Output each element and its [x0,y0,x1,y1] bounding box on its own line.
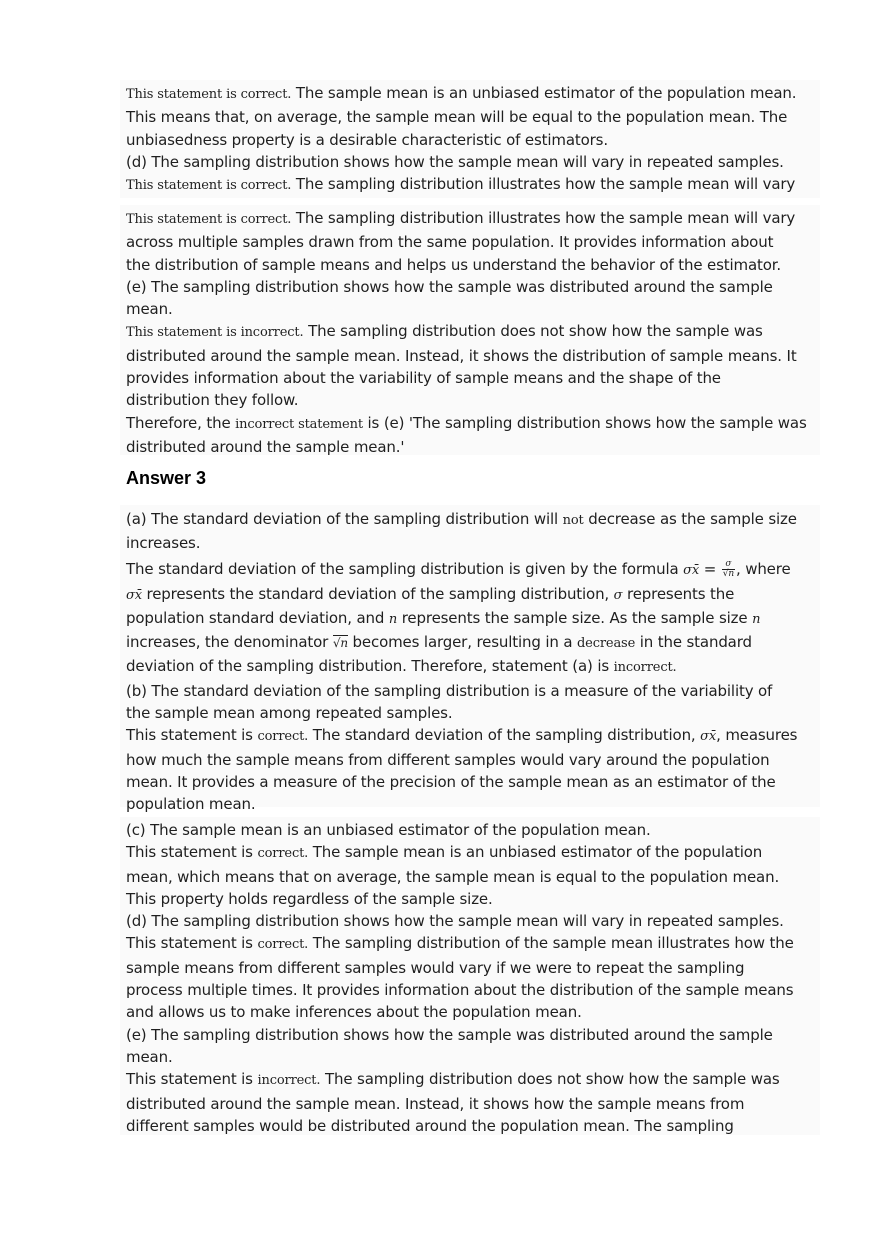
text-line: Therefore, the incorrect statement is (e) 'The sampling distribution shows how the sample was [126,413,807,432]
text-line: increases, the denominator √n becomes larger, resulting in a decrease in the standard [126,633,752,652]
text-line: (a) The standard deviation of the sampling distribution will not decrease as the sample size [126,510,797,528]
text-line: distribution they follow. [126,391,299,410]
text-line: (d) The sampling distribution shows how the sample mean will vary in repeated samples. [126,912,784,931]
text-line: This statement is correct. The sample mean is an unbiased estimator of the population mean. [126,84,797,102]
text-line: mean. [126,1047,173,1066]
text-line: mean, which means that on average, the sample mean is equal to the population mean. [126,867,780,886]
text-line: The standard deviation of the sampling distribution is given by the formula σx̄ = $\frac{\sigma}{√n}$ , where [126,558,791,579]
text-line: distributed around the sample mean.' [126,437,405,456]
text-line: This statement is incorrect. The sampling distribution does not show how the sample was [126,1070,780,1089]
text-line: This property holds regardless of the sample size. [126,889,493,908]
formula-fraction: $\frac{\sigma}{√n}$ [722,558,734,579]
text-line: This means that, on average, the sample mean will be equal to the population mean. The [126,108,788,127]
text-line: (c) The sample mean is an unbiased estimator of the population mean. [126,821,651,839]
paragraph-block-1 [126,82,816,197]
text-line: This statement is correct. The sampling distribution illustrates how the sample mean will vary [126,175,796,194]
text-line: mean. [126,300,173,319]
text-line: This statement is incorrect. The sampling distribution does not show how the sample was [126,322,763,341]
text-line: provides information about the variability of sample means and the shape of the [126,369,721,388]
text-line: and allows us to make inferences about the population mean. [126,1003,582,1022]
text-line: population standard deviation, and n represents the sample size. As the sample size n [126,608,761,627]
text-line: mean. It provides a measure of the precision of the sample mean as an estimator of the [126,772,776,791]
text-line: distributed around the sample mean. Instead, it shows how the sample means from [126,1094,745,1113]
text-line: (e) The sampling distribution shows how the sample was distributed around the sample [126,1025,773,1044]
text-line: sample means from different samples would vary if we were to repeat the sampling [126,958,745,977]
paragraph-block-3 [126,508,816,816]
text-line: This statement is correct. The sampling distribution illustrates how the sample mean will vary [126,209,796,227]
sqrt-n-symbol: √n [332,636,348,651]
text-line: (e) The sampling distribution shows how the sample was distributed around the sample [126,277,773,296]
sigma-xbar-symbol: σx̄ [683,562,700,578]
text-line: unbiasedness property is a desirable characteristic of estimators. [126,130,608,149]
text-line: deviation of the sampling distribution. Therefore, statement (a) is incorrect. [126,657,677,676]
paragraph-block-2 [126,207,816,458]
text-line: increases. [126,534,201,553]
text-line: different samples would be distributed around the population mean. The sampling [126,1116,734,1135]
text-line: This statement is correct. The sample mean is an unbiased estimator of the population [126,843,763,862]
text-line: population mean. [126,795,256,814]
text-line: (b) The standard deviation of the sampling distribution is a measure of the variability of [126,681,773,700]
text-line: This statement is correct. The sampling distribution of the sample mean illustrates how the [126,934,794,953]
answer-heading: Answer 3 [126,468,207,488]
text-line: process multiple times. It provides information about the distribution of the sample means [126,981,794,1000]
text-line: This statement is correct. The standard deviation of the sampling distribution, σx̄, measures [126,726,798,745]
text-line: (d) The sampling distribution shows how the sample mean will vary in repeated samples. [126,152,784,171]
paragraph-block-4 [126,819,816,1137]
text-line: σx̄ represents the standard deviation of the sampling distribution, σ represents the [126,584,735,603]
text-line: how much the sample means from different samples would vary around the population [126,750,770,769]
text-line: across multiple samples drawn from the same population. It provides information about [126,233,774,252]
text-line: the sample mean among repeated samples. [126,704,453,723]
text-line: the distribution of sample means and helps us understand the behavior of the estimator. [126,255,782,274]
text-line: distributed around the sample mean. Instead, it shows the distribution of sample means. It [126,346,797,365]
